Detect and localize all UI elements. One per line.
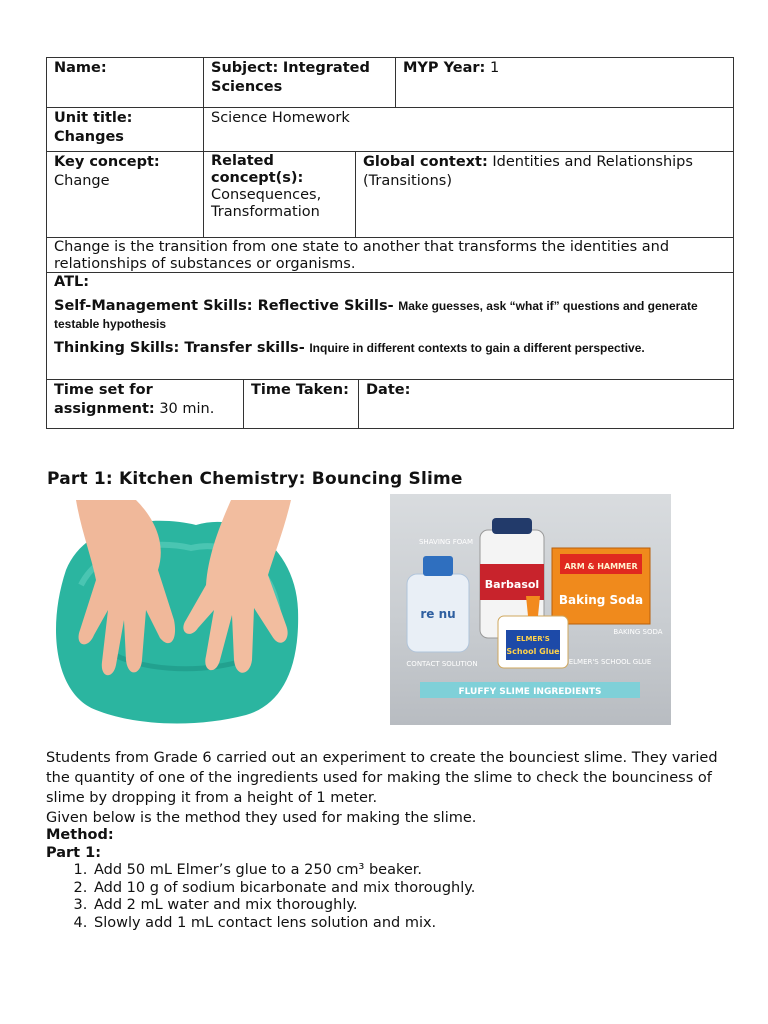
table-row bbox=[47, 58, 733, 108]
contact-solution-caption: CONTACT SOLUTION bbox=[406, 660, 478, 668]
school-glue-label: School Glue bbox=[506, 647, 560, 656]
unit-title-label: Unit title: Changes bbox=[54, 110, 133, 145]
elmers-label: ELMER'S bbox=[516, 635, 550, 643]
global-context-cell bbox=[356, 152, 733, 237]
key-concept-label: Key concept: bbox=[54, 154, 160, 170]
renu-label: re nu bbox=[420, 607, 456, 621]
key-concept-value: Change bbox=[54, 173, 110, 189]
part1-heading: Part 1: Kitchen Chemistry: Bouncing Slime bbox=[47, 469, 463, 489]
table-row bbox=[47, 238, 733, 273]
unit-info-table bbox=[46, 57, 734, 429]
elmers-glue-caption: ELMER'S SCHOOL GLUE bbox=[568, 658, 652, 666]
atl-cell bbox=[47, 273, 733, 379]
name-label: Name: bbox=[54, 60, 107, 76]
method-label: Method: bbox=[46, 827, 114, 843]
related-concept-cell bbox=[204, 152, 356, 237]
table-row bbox=[47, 152, 733, 238]
table-row bbox=[47, 108, 733, 152]
myp-year-label: MYP Year: bbox=[403, 60, 486, 76]
method-step: 4. Slowly add 1 mL contact lens solution and mix. bbox=[92, 915, 475, 933]
atl-self-management-label: Self-Management Skills: Reflective Skills- bbox=[54, 298, 394, 314]
time-taken-cell bbox=[244, 380, 359, 428]
unit-title-value: Science Homework bbox=[211, 110, 350, 126]
myp-year-cell bbox=[396, 58, 733, 107]
unit-title-value-cell bbox=[204, 108, 733, 151]
arm-hammer-label: ARM & HAMMER bbox=[564, 562, 638, 571]
ingredients-photo bbox=[390, 494, 671, 725]
atl-self-management-text: Make guesses, ask “what if” questions and generate testable hypothesis bbox=[54, 299, 698, 331]
shaving-foam-caption: SHAVING FOAM bbox=[418, 538, 474, 546]
time-set-cell bbox=[47, 380, 244, 428]
statement-cell bbox=[47, 238, 733, 272]
table-row bbox=[47, 380, 733, 428]
related-concept-label: Related concept(s): bbox=[211, 153, 304, 186]
key-concept-cell bbox=[47, 152, 204, 237]
ingredients-banner-text: FLUFFY SLIME INGREDIENTS bbox=[458, 687, 602, 697]
baking-soda-box-label: Baking Soda bbox=[558, 593, 644, 607]
table-row bbox=[47, 273, 733, 380]
global-context-label: Global context: bbox=[363, 154, 488, 170]
slime-ingredients-illustration bbox=[390, 494, 671, 725]
method-step: 2. Add 10 g of sodium bicarbonate and mix thoroughly. bbox=[92, 880, 475, 898]
subject-value: Integrated Sciences bbox=[211, 60, 370, 95]
myp-year-value: 1 bbox=[489, 60, 500, 76]
atl-thinking bbox=[54, 339, 726, 357]
unit-title-cell bbox=[47, 108, 204, 151]
statement-of-inquiry: Change is the transition from one state to another that transforms the identities and relationships of substances or organisms. bbox=[54, 239, 670, 272]
atl-label: ATL: bbox=[54, 274, 90, 290]
experiment-paragraph: Students from Grade 6 carried out an experiment to create the bounciest slime. They varied the quantity of one of the ingredients used for making the slime to check the bounciness of slime by dropping it from a height of 1 meter. bbox=[46, 750, 718, 806]
method-steps bbox=[46, 862, 475, 932]
date-label: Date: bbox=[366, 382, 411, 398]
name-cell bbox=[47, 58, 204, 107]
time-set-label: Time set for assignment: bbox=[54, 382, 155, 417]
global-context-value: Identities and Relationships (Transitions) bbox=[363, 154, 693, 189]
method-step: 1. Add 50 mL Elmer’s glue to a 250 cm³ beaker. bbox=[92, 862, 475, 880]
time-set-value: 30 min. bbox=[159, 401, 215, 417]
method-section bbox=[46, 827, 475, 932]
slime-photo bbox=[46, 500, 300, 725]
method-intro: Given below is the method they used for making the slime. bbox=[46, 810, 477, 826]
experiment-description bbox=[46, 748, 736, 828]
time-taken-label: Time Taken: bbox=[251, 382, 349, 398]
method-step: 3. Add 2 mL water and mix thoroughly. bbox=[92, 897, 475, 915]
subject-cell bbox=[204, 58, 396, 107]
atl-self-management bbox=[54, 297, 726, 333]
date-cell bbox=[359, 380, 733, 428]
related-concept-value: Consequences, Transformation bbox=[211, 187, 322, 220]
atl-thinking-text: Inquire in different contexts to gain a different perspective. bbox=[309, 341, 645, 355]
barbasol-label: Barbasol bbox=[484, 578, 540, 591]
baking-soda-caption: BAKING SODA bbox=[613, 628, 663, 636]
slime-hands-illustration bbox=[46, 500, 300, 725]
atl-thinking-label: Thinking Skills: Transfer skills- bbox=[54, 340, 305, 356]
subject-label: Subject: bbox=[211, 60, 279, 76]
part1-label: Part 1: bbox=[46, 844, 102, 861]
